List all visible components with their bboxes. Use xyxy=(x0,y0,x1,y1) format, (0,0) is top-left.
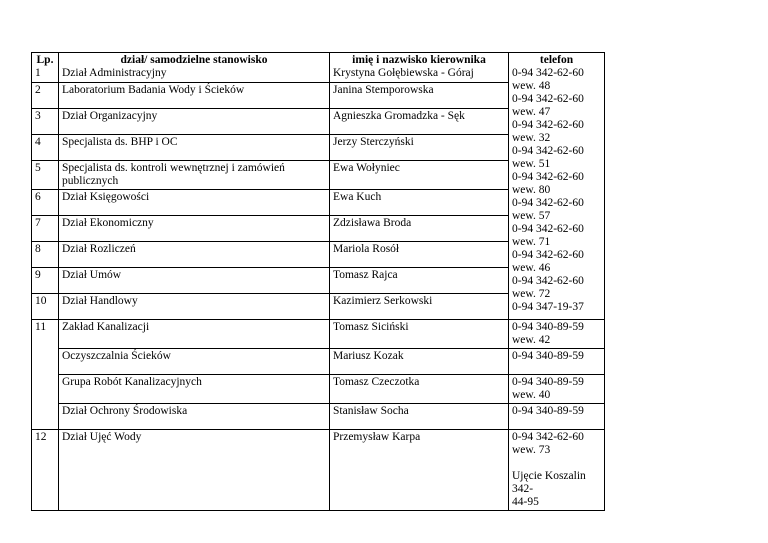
phone-line: wew. 46 xyxy=(512,262,551,274)
header-dept: dział/ samodzielne stanowisko xyxy=(120,54,268,66)
phone-line: wew. 42 xyxy=(512,334,551,346)
table-row xyxy=(32,404,605,430)
manager-cell: Przemysław Karpa xyxy=(330,430,509,511)
lp-cell xyxy=(32,53,59,83)
lp-cell: 11 xyxy=(32,320,59,430)
manager-cell xyxy=(330,53,509,83)
manager-cell: Tomasz Rajca xyxy=(330,268,509,294)
table-row xyxy=(32,375,605,404)
dept-cell: Dział Księgowości xyxy=(59,190,330,216)
manager-cell: Tomasz Siciński xyxy=(330,320,509,349)
phone-column-cell xyxy=(509,53,605,320)
phone-line: 0-94 342-62-60 xyxy=(512,431,584,443)
phone-line: 0-94 340-89-59 xyxy=(512,405,584,417)
phone-line: wew. 40 xyxy=(512,389,551,401)
lp-cell: 7 xyxy=(32,216,59,242)
manager-cell: Tomasz Czeczotka xyxy=(330,375,509,404)
lp-cell: 8 xyxy=(32,242,59,268)
phone-line: Ujęcie Koszalin 342- xyxy=(512,470,586,495)
phone-line: wew. 80 xyxy=(512,184,551,196)
manager-cell: Stanisław Socha xyxy=(330,404,509,430)
phone-line: 0-94 347-19-37 xyxy=(512,301,584,313)
lp-cell: 2 xyxy=(32,83,59,109)
manager-cell: Kazimierz Serkowski xyxy=(330,294,509,320)
phone-line: 0-94 342-62-60 xyxy=(512,249,584,261)
row-dept: Dział Administracyjny xyxy=(62,67,167,79)
dept-cell: Dział Rozliczeń xyxy=(59,242,330,268)
manager-cell: Janina Stemporowska xyxy=(330,83,509,109)
dept-cell: Grupa Robót Kanalizacyjnych xyxy=(59,375,330,404)
phone-line: 0-94 342-62-60 xyxy=(512,145,584,157)
phone-line: 0-94 342-62-60 xyxy=(512,223,584,235)
phone-cell xyxy=(509,404,605,430)
header-manager: imię i nazwisko kierownika xyxy=(352,54,486,66)
phone-line: 0-94 342-62-60 xyxy=(512,93,584,105)
phone-cell xyxy=(509,320,605,349)
phone-line: wew. 72 xyxy=(512,288,551,300)
lp-cell: 5 xyxy=(32,161,59,190)
phone-cell xyxy=(509,430,605,511)
phone-line: 0-94 342-62-60 xyxy=(512,67,584,79)
dept-cell: Dział Ujęć Wody xyxy=(59,430,330,511)
manager-cell: Ewa Kuch xyxy=(330,190,509,216)
phone-line: wew. 71 xyxy=(512,236,551,248)
phone-cell xyxy=(509,349,605,375)
manager-cell: Jerzy Sterczyński xyxy=(330,135,509,161)
phone-line: wew. 47 xyxy=(512,106,551,118)
dept-cell: Dział Handlowy xyxy=(59,294,330,320)
header-phone: telefon xyxy=(539,54,574,66)
lp-cell: 12 xyxy=(32,430,59,511)
dept-cell: Dział Umów xyxy=(59,268,330,294)
manager-cell: Ewa Wołyniec xyxy=(330,161,509,190)
table-row xyxy=(32,430,605,511)
phone-line: 0-94 340-89-59 xyxy=(512,321,584,333)
dept-cell: Laboratorium Badania Wody i Ścieków xyxy=(59,83,330,109)
table-row xyxy=(32,320,605,349)
phone-line: wew. 32 xyxy=(512,132,551,144)
lp-cell: 3 xyxy=(32,109,59,135)
row-manager: Krystyna Gołębiewska - Góraj xyxy=(333,67,474,79)
dept-cell: Oczyszczalnia Ścieków xyxy=(59,349,330,375)
phone-line: wew. 57 xyxy=(512,210,551,222)
phone-line: 0-94 342-62-60 xyxy=(512,119,584,131)
dept-cell: Specjalista ds. kontroli wewnętrznej i zamówień publicznych xyxy=(59,161,330,190)
phone-line: 0-94 342-62-60 xyxy=(512,197,584,209)
manager-cell: Agnieszka Gromadzka - Sęk xyxy=(330,109,509,135)
manager-cell: Mariola Rosół xyxy=(330,242,509,268)
phone-line: wew. 73 xyxy=(512,444,551,456)
manager-cell: Mariusz Kozak xyxy=(330,349,509,375)
dept-cell xyxy=(59,53,330,83)
lp-cell: 10 xyxy=(32,294,59,320)
lp-cell: 6 xyxy=(32,190,59,216)
phone-line: 0-94 340-89-59 xyxy=(512,376,584,388)
dept-cell: Specjalista ds. BHP i OC xyxy=(59,135,330,161)
header-lp: Lp. xyxy=(36,54,54,66)
table-row xyxy=(32,349,605,375)
manager-cell: Zdzisława Broda xyxy=(330,216,509,242)
phone-cell xyxy=(509,375,605,404)
dept-cell: Zakład Kanalizacji xyxy=(59,320,330,349)
phone-line: wew. 51 xyxy=(512,158,551,170)
dept-cell: Dział Ekonomiczny xyxy=(59,216,330,242)
dept-cell: Dział Organizacyjny xyxy=(59,109,330,135)
phone-line: wew. 48 xyxy=(512,80,551,92)
phone-line: 0-94 342-62-60 xyxy=(512,275,584,287)
lp-cell: 9 xyxy=(32,268,59,294)
phone-line: 0-94 342-62-60 xyxy=(512,171,584,183)
lp-cell: 4 xyxy=(32,135,59,161)
phone-line: 44-95 xyxy=(512,496,539,508)
departments-table xyxy=(31,52,605,511)
dept-cell: Dział Ochrony Środowiska xyxy=(59,404,330,430)
table-header-row xyxy=(32,53,605,83)
row-lp: 1 xyxy=(35,67,41,79)
phone-line: 0-94 340-89-59 xyxy=(512,350,584,362)
